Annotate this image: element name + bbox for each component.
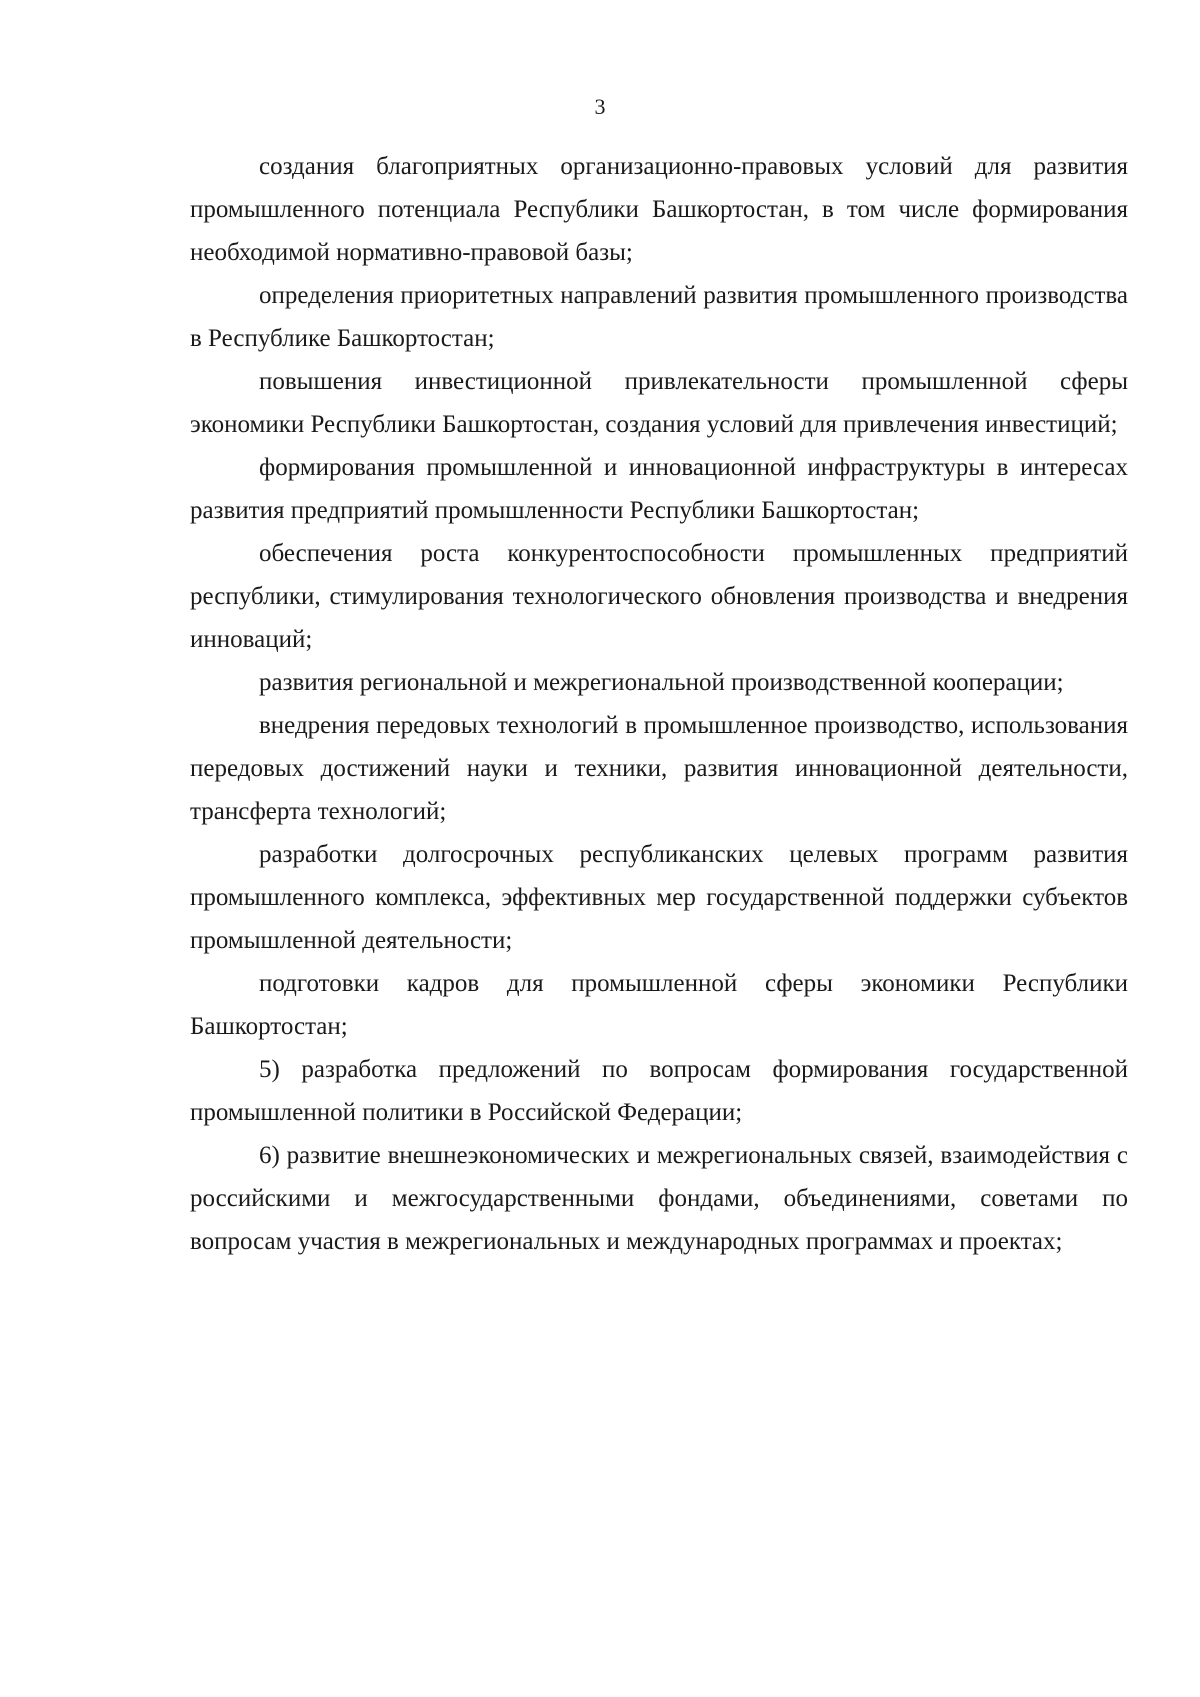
paragraph-10: 5) разработка предложений по вопросам формирования государственной промышленной политики в Российской Федерации;: [190, 1056, 1128, 1126]
paragraph-2: определения приоритетных направлений развития промышленного производства в Республике Башкортостан;: [190, 282, 1128, 352]
paragraph-3: повышения инвестиционной привлекательности промышленной сферы экономики Республики Башкортостан, создания условий для привлечения инвестиций;: [190, 368, 1128, 438]
paragraph-6: развития региональной и межрегиональной производственной кооперации;: [259, 669, 1064, 696]
paragraph-11: 6) развитие внешнеэкономических и межрегиональных связей, взаимодействия с российскими и межгосударственными фондами, объединениями, советами по вопросам участия в межрегиональных и международных программах и проектах;: [190, 1142, 1128, 1255]
page-number: 3: [594, 94, 606, 119]
paragraph-4: формирования промышленной и инновационной инфраструктуры в интересах развития предприятий промышленности Республики Башкортостан;: [190, 454, 1128, 524]
paragraph-5: обеспечения роста конкурентоспособности промышленных предприятий республики, стимулирования технологического обновления производства и внедрения инноваций;: [190, 540, 1128, 653]
document-body: [190, 145, 1128, 1263]
paragraph-8: разработки долгосрочных республиканских целевых программ развития промышленного комплекса, эффективных мер государственной поддержки субъектов промышленной деятельности;: [190, 841, 1128, 954]
paragraph-7: внедрения передовых технологий в промышленное производство, использования передовых достижений науки и техники, развития инновационной деятельности, трансферта технологий;: [190, 712, 1128, 825]
paragraph-9: подготовки кадров для промышленной сферы экономики Республики Башкортостан;: [190, 970, 1128, 1040]
paragraph-1: создания благоприятных организационно-правовых условий для развития промышленного потенциала Республики Башкортостан, в том числе формирования необходимой нормативно-правовой базы;: [190, 153, 1128, 266]
